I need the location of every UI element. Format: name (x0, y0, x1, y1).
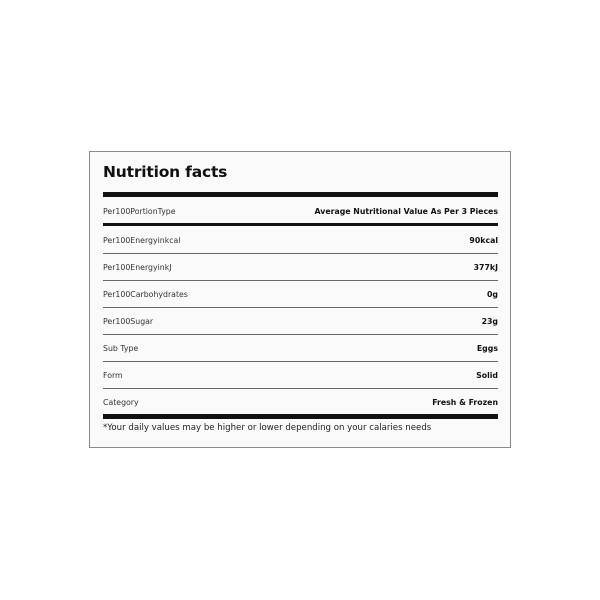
row-label: Per100Energyinkcal (103, 235, 181, 245)
row-divider (103, 253, 498, 254)
nutrition-row-energy-kcal (103, 231, 498, 249)
row-value: 0g (486, 289, 498, 299)
nutrition-facts-panel (89, 151, 511, 448)
bottom-thick-divider (103, 414, 498, 419)
row-label: Per100PortionType (103, 206, 176, 216)
row-value: Fresh & Frozen (432, 397, 498, 407)
row-divider (103, 280, 498, 281)
nutrition-row-energy-kj (103, 258, 498, 276)
row-value: Average Nutritional Value As Per 3 Pieces (314, 206, 498, 216)
row-value: Eggs (476, 343, 498, 353)
row-value: 90kcal (469, 235, 498, 245)
row-value: Solid (476, 370, 498, 380)
row-label: Sub Type (103, 343, 139, 353)
nutrition-row-portion-type (103, 202, 498, 220)
nutrition-row-sub-type (103, 339, 498, 357)
nutrition-row-form (103, 366, 498, 384)
row-label: Per100Carbohydrates (103, 289, 188, 299)
nutrition-row-sugar (103, 312, 498, 330)
nutrition-facts-title: Nutrition facts (103, 163, 228, 181)
row-label: Per100EnergyinkJ (103, 262, 172, 272)
row-label: Form (103, 370, 123, 380)
row-divider (103, 307, 498, 308)
row-label: Category (103, 397, 139, 407)
row-value: 377kJ (473, 262, 498, 272)
row-divider (103, 361, 498, 362)
nutrition-row-carbohydrates (103, 285, 498, 303)
nutrition-row-category (103, 393, 498, 411)
header-divider (103, 223, 498, 226)
row-divider (103, 388, 498, 389)
top-thick-divider (103, 192, 498, 197)
row-value: 23g (481, 316, 498, 326)
row-label: Per100Sugar (103, 316, 154, 326)
row-divider (103, 334, 498, 335)
daily-values-footnote: *Your daily values may be higher or lower depending on your calaries needs (103, 423, 432, 433)
